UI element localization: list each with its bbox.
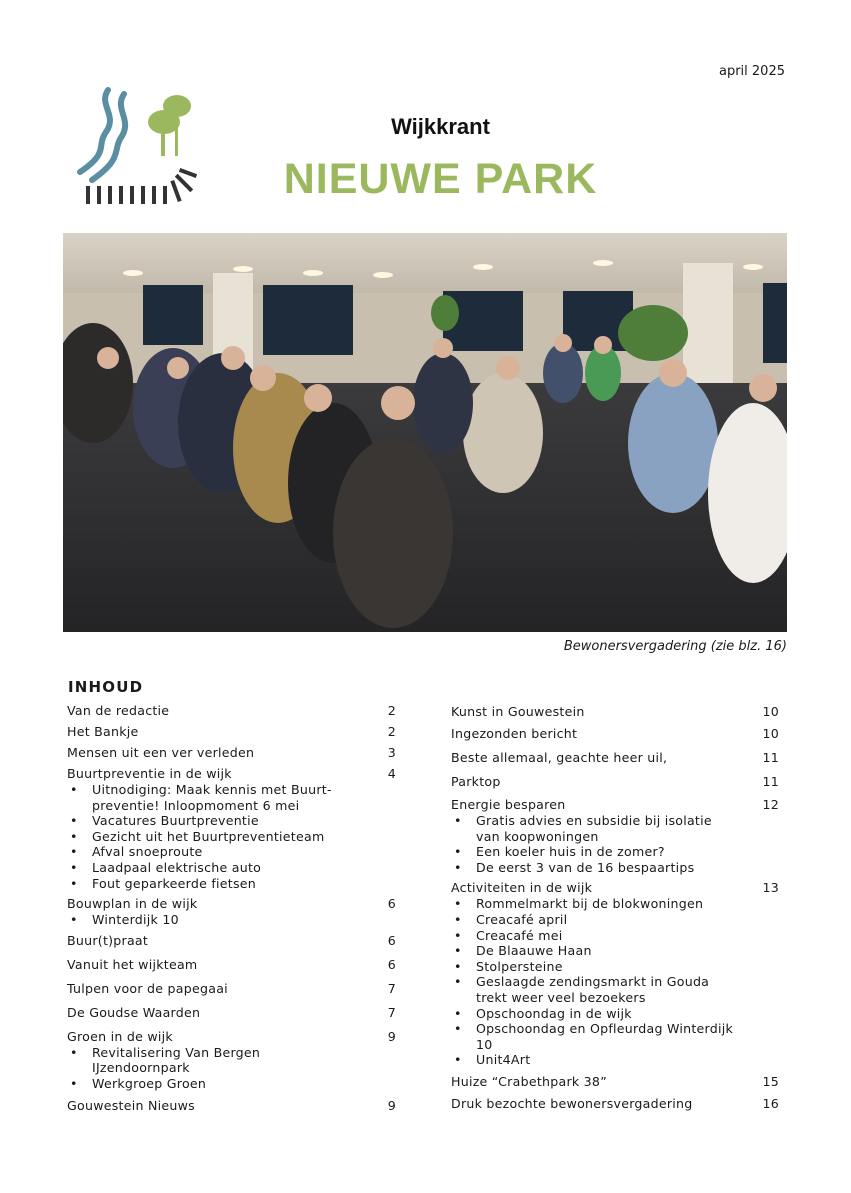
toc-subitem: • Unit4Art (451, 1052, 779, 1068)
toc-entry (451, 704, 779, 720)
toc-entry-title: Druk bezochte bewonersvergadering (451, 1095, 693, 1111)
toc-entry (67, 1005, 396, 1021)
toc-subitem: • Revitalisering Van Bergen IJzendoornpark (67, 1045, 396, 1076)
toc-subitem: • Fout geparkeerde fietsen (67, 876, 396, 892)
toc-entry (451, 750, 779, 766)
toc-subitem: • Geslaagde zendingsmarkt in Gouda trekt weer veel bezoekers (451, 974, 779, 1005)
toc-title: INHOUD (68, 678, 144, 696)
toc-entry-title: Gouwestein Nieuws (67, 1097, 195, 1113)
toc-entry-page: 7 (387, 980, 396, 996)
toc-entry-title: Het Bankje (67, 724, 139, 739)
toc-entry-page: 10 (762, 726, 779, 741)
toc-subitem: • Winterdijk 10 (67, 912, 396, 928)
toc-entry-page: 2 (387, 724, 396, 739)
toc-subitem: • Gratis advies en subsidie bij isolatie van koopwoningen (451, 813, 779, 844)
toc-entry (67, 745, 396, 761)
toc-entry-page: 11 (762, 774, 779, 789)
toc-entry-page: 16 (762, 1095, 779, 1111)
toc-entry (67, 1029, 396, 1092)
toc-subitem: • Opschoondag en Opfleurdag Winterdijk 10 (451, 1021, 779, 1052)
toc-entry (451, 1074, 779, 1090)
toc-entry (67, 896, 396, 928)
cover-photo (63, 233, 787, 632)
toc-entry-title: Van de redactie (67, 703, 170, 718)
masthead-title: NIEUWE PARK (283, 155, 598, 203)
toc-entry-page: 4 (387, 766, 396, 781)
toc-subitem: • Werkgroep Groen (67, 1076, 396, 1092)
toc-entry (67, 981, 396, 997)
toc-entry-page: 11 (762, 750, 779, 765)
toc-entry-title: Tulpen voor de papegaai (67, 980, 228, 996)
toc-subitem: • Uitnodiging: Maak kennis met Buurt-preventie! Inloopmoment 6 mei (67, 782, 396, 813)
toc-entry-title: Vanuit het wijkteam (67, 956, 198, 972)
toc-subitem: • Gezicht uit het Buurtpreventieteam (67, 829, 396, 845)
toc-subitem: • Opschoondag in de wijk (451, 1006, 779, 1022)
toc-entry-page: 6 (387, 896, 396, 912)
toc-entry (67, 766, 396, 891)
toc-entry-title: Mensen uit een ver verleden (67, 745, 255, 760)
toc-entry-page: 3 (387, 745, 396, 760)
toc-subitem: • Stolpersteine (451, 959, 779, 975)
toc-entry-page: 7 (387, 1004, 396, 1020)
toc-entry-title: Energie besparen (451, 797, 566, 812)
toc-subitem: • Rommelmarkt bij de blokwoningen (451, 896, 779, 912)
toc-entry (67, 957, 396, 973)
toc-entry-title: Kunst in Gouwestein (451, 704, 585, 719)
toc-entry-page: 15 (762, 1073, 779, 1089)
toc-subitems (67, 912, 396, 928)
toc-subitem: • Creacafé april (451, 912, 779, 928)
toc-entry (451, 726, 779, 742)
toc-entry (451, 797, 779, 875)
masthead-subtitle: Wijkkrant (391, 114, 490, 139)
photo-caption: Bewonersvergadering (zie blz. 16) (563, 639, 787, 654)
toc-entry-page: 6 (387, 932, 396, 948)
toc-entry-page: 10 (762, 704, 779, 719)
issue-date: april 2025 (718, 64, 785, 79)
toc-entry-title: Parktop (451, 774, 501, 789)
toc-entry (67, 703, 396, 719)
toc-entry-page: 9 (387, 1097, 396, 1113)
toc-subitem: • De eerst 3 van de 16 bespaartips (451, 860, 779, 876)
toc-entry (451, 880, 779, 1068)
toc-entry (67, 1098, 396, 1114)
toc-entry-title: Ingezonden bericht (451, 726, 578, 741)
toc-subitems (451, 813, 779, 875)
toc-entry-title: Groen in de wijk (67, 1028, 173, 1044)
toc-entry (451, 774, 779, 790)
toc-entry (67, 724, 396, 740)
toc-entry (451, 1096, 779, 1112)
toc-entry-title: De Goudse Waarden (67, 1004, 201, 1020)
toc-entry-title: Activiteiten in de wijk (451, 880, 593, 896)
toc-entry-page: 2 (387, 703, 396, 718)
toc-entry-title: Huize “Crabethpark 38” (451, 1073, 607, 1089)
toc-subitems (67, 782, 396, 891)
toc-entry-title: Bouwplan in de wijk (67, 896, 198, 912)
toc-entry (67, 933, 396, 949)
toc-subitem: • Afval snoeproute (67, 844, 396, 860)
toc-entry-title: Buur(t)praat (67, 932, 149, 948)
toc-right-column (451, 704, 779, 1112)
toc-left-column (67, 703, 396, 1114)
toc-entry-page: 13 (762, 880, 779, 896)
toc-entry-page: 6 (387, 956, 396, 972)
toc-entry-title: Buurtpreventie in de wijk (67, 766, 232, 781)
toc-subitems (451, 896, 779, 1068)
toc-subitem: • De Blaauwe Haan (451, 943, 779, 959)
toc-subitem: • Een koeler huis in de zomer? (451, 844, 779, 860)
toc-subitem: • Creacafé mei (451, 928, 779, 944)
toc-subitems (67, 1045, 396, 1092)
toc-subitem: • Laadpaal elektrische auto (67, 860, 396, 876)
toc-subitem: • Vacatures Buurtpreventie (67, 813, 396, 829)
toc-entry-page: 9 (387, 1028, 396, 1044)
toc-entry-title: Beste allemaal, geachte heer uil, (451, 750, 668, 765)
toc-entry-page: 12 (762, 797, 779, 812)
